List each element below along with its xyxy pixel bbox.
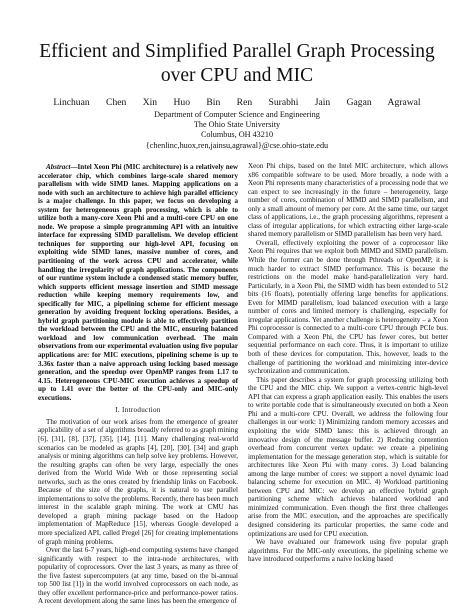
paper-title: [20, 40, 454, 88]
right-paragraph-4: We have evaluated our framework using five popular graph algorithms. For the MIC-only executions, the pipelining scheme we have introduced outperforms a naive locking based: [248, 538, 448, 564]
right-paragraph-1: Xeon Phi chips, based on the Intel MIC architecture, which allows x86 compatible software to be used. More broadly, a node with a Xeon Phi represents many characteristics of a processing node that we can expect to see increasingly in the future – heterogeneity, large number of cores, combination of MIMD and SIMD parallelism, and only a small amount of memory per core. At the same time, our target class of applications, i.e., the graph processing algorithms, represent a class of irregular applications, for which extracting either large-scale shared memory parallelism or SIMD parallelism has been very hard.: [248, 162, 448, 239]
abstract-paragraph: [38, 163, 238, 402]
left-column: [38, 163, 238, 606]
right-column: [248, 162, 448, 564]
affiliation-block: [20, 110, 454, 151]
abstract-text: —Intel Xeon Phi (MIC architecture) is a relatively new accelerator chip, which combines large-scale shared memory parallelism with wide SIMD lanes. Mapping applications on a node with such an architecture to achieve high parallel efficiency is a major challenge. In this paper, we focus on developing a system for heterogeneous graph processing, which is able to utilize both a many-core Xeon Phi and a multi-core CPU on one node. We propose a simple programming API with an intuitive interface for expressing SIMD parallelism. We develop efficient techniques for supporting our high-level API, focusing on exploiting wide SIMD lanes, massive number of cores, and partitioning of the work across CPU and accelerator, while handling the irregularity of graph applications. The components of our runtime system include a condensed static memory buffer, which supports efficient message insertion and SIMD message reduction while keeping memory requirements low, and specifically for MIC, a pipelining scheme for efficient message generation by avoiding frequent locking operations. Besides, a hybrid graph partitioning module is able to effectively partition the workload between the CPU and the MIC, ensuring balanced workload and low communication overhead. The main observations from our experimental evaluation using five popular applications are: for MIC executions, pipelining scheme is up to 3.36x faster than a naive approach using locking based message generation, and the speedup over OpenMP ranges from 1.17 to 4.15. Heterogeneous CPU-MIC execution achieves a speedup of up to 1.41 over the better of the CPU-only and MIC-only executions.: [38, 163, 238, 402]
title-line-1: Efficient and Simplified Parallel Graph Processing: [39, 41, 435, 62]
affiliation-department: Department of Computer Science and Engineering: [154, 110, 320, 119]
section-heading-introduction: I. Introduction: [115, 406, 161, 415]
intro-paragraph-1: The motivation of our work arises from the emergence of greater applicability of a set of algorithms broadly referred to as graph mining [6], [31], [8], [37], [35], [14], [11]. Many challenging real-world scenarios can be modeled as graphs [4], [20], [30], [34] and graph analysis or mining algorithms can help solve key problems. However, the resulting graphs can often be very large, especially the ones derived from the World Wide Web or those representing social networks, such as the ones created by friendship links on Facebook. Because of the size of the graphs, it is natural to use parallel implementations to solve the problems. Recently, there has been much interest in the scalable graph mining. The work at CMU has developed a graph mining package based on the Hadoop implementation of MapReduce [15], whereas Google developed a more specialized API, called Pregel [26] for creating implementations of graph mining problems.: [38, 417, 238, 546]
intro-paragraph-2: Over the last 6-7 years, high-end computing systems have changed significantly with respect to the intra-node architectures, with popularity of coprocessors. Over the last 3 years, as many as three of the five fastest supercomputers (at any time, based on the bi-annual top 500 list [1]) in the world involved coprocessors on each node, as they offer excellent performance-price and performance-power ratios. A recent development along the same lines has been the emergence of: [38, 546, 238, 606]
right-paragraph-3: This paper describes a system for graph processing utilizing both the CPU and the MIC chip. We support a vertex-centric high-level API that can express a graph application easily. This enables the users to write portable code that is simultaneously executed on both a Xeon Phi and a multi-core CPU. Overall, we address the following four challenges in our work: 1) Minimizing random memory accesses and exploiting the wide SIMD lanes: this is achieved through an innovative design of the message buffer. 2) Reducing contention overhead from concurrent vertex update: we create a pipelining implementation for the message generation step, which is suitable for architectures like Xeon Phi with many cores. 3) Load balancing among the large number of cores: we support a novel dynamic load balancing scheme for execution on MIC. 4) Workload partitioning between CPU and MIC: we develop an effective hybrid graph partitioning scheme which achieves balanced workload and minimized communication. Even though the first three challenges arise from the MIC execution, and the approaches are specifically designed considering its particular properties, the same code and optimizations are used for CPU execution.: [248, 375, 448, 538]
affiliation-city: Columbus, OH 43210: [200, 130, 274, 140]
affiliation-university: The Ohio State University: [193, 120, 281, 130]
abstract-label: Abstract: [46, 163, 71, 171]
right-paragraph-2: Overall, effectively exploiting the power of a coprocessor like Xeon Phi requires that we exploit both MIMD and SIMD parallelism. While the former can be done through Pthreads or OpenMP, it is much harder to extract SIMD performance. This is because the restrictions on the model make hand-parallelization very hard. Particularly, in a Xeon Phi, the SIMD width has been extended to 512 bits (16 floats), potentially offering large benefits for applications. Even for MIMD parallelism, load balanced execution with a large number of cores and limited memory is challenging, especially for irregular applications. Yet another challenge is heterogeneity – a Xeon Phi coprocessor is connected to a multi-core CPU through PCIe bus. Compared with a Xeon Phi, the CPU has fewer cores, but better sequential performance on each core. Thus, it is important to utilize both of these devices for computation. This, however, leads to the challenge of partitioning the workload and minimizing inter-device sychronization and communication.: [248, 238, 448, 376]
title-line-2: over CPU and MIC: [160, 65, 314, 86]
author-list: Linchuan Chen Xin Huo Bin Ren Surabhi Jain Gagan Agrawal: [53, 97, 421, 108]
affiliation-email: {chenlinc,huox,ren,jainsu,agrawal}@cse.ohio-state.edu: [145, 140, 329, 150]
